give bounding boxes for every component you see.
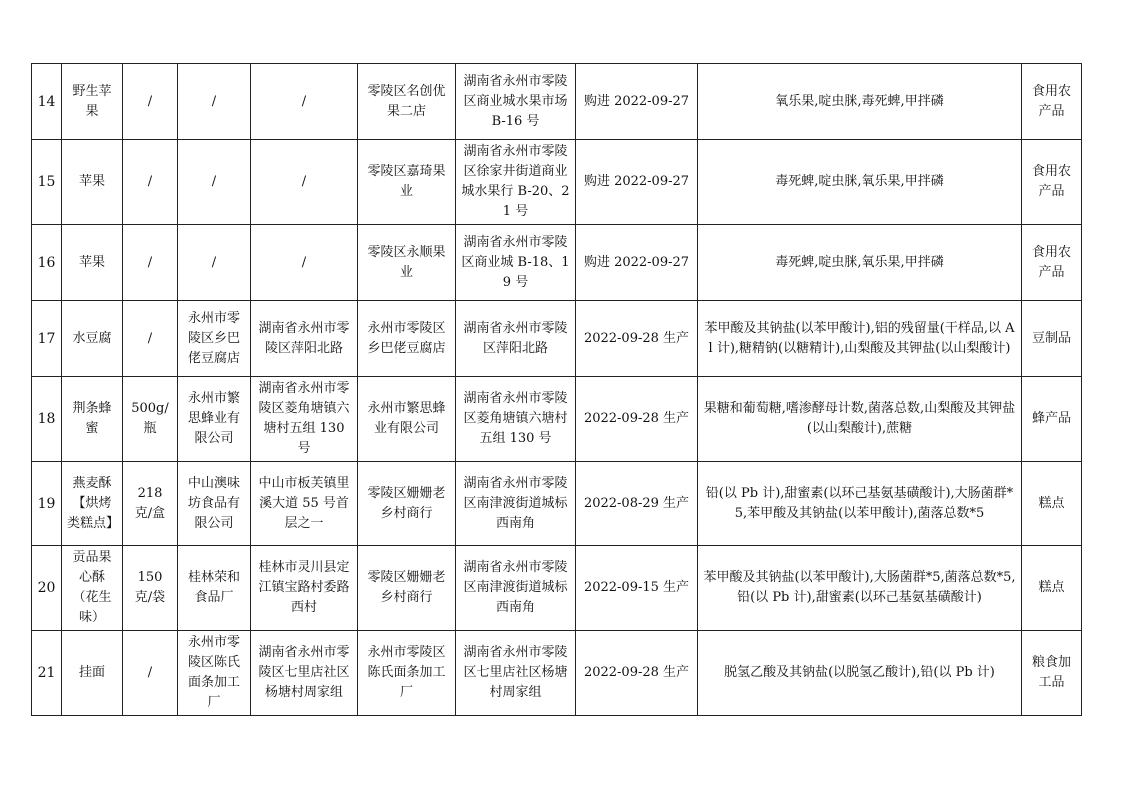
row-number: 18 [32,377,62,462]
row-number: 21 [32,631,62,716]
product-name: 苹果 [62,225,123,301]
seller-address: 湖南省永州市零陵区萍阳北路 [456,301,576,377]
producer-address: 湖南省永州市零陵区七里店社区杨塘村周家组 [251,631,358,716]
producer-name: 永州市繁思蜂业有限公司 [178,377,251,462]
product-spec: / [123,64,178,140]
food-category: 食用农产品 [1022,225,1082,301]
food-category: 糕点 [1022,546,1082,631]
production-date: 2022-09-28 生产 [576,631,698,716]
sampling-results-table [31,63,1082,716]
seller-address: 湖南省永州市零陵区南津渡街道城标西南角 [456,462,576,546]
table-row [32,140,1082,225]
producer-address: 湖南省永州市零陵区萍阳北路 [251,301,358,377]
inspection-items: 氧乐果,啶虫脒,毒死蜱,甲拌磷 [698,64,1022,140]
seller-address: 湖南省永州市零陵区徐家井街道商业城水果行 B-20、21 号 [456,140,576,225]
seller-name: 零陵区姗姗老乡村商行 [358,462,456,546]
product-spec: 150 克/袋 [123,546,178,631]
production-date: 2022-09-28 生产 [576,301,698,377]
inspection-items: 毒死蜱,啶虫脒,氧乐果,甲拌磷 [698,225,1022,301]
producer-address: / [251,225,358,301]
table-row [32,301,1082,377]
producer-name: / [178,64,251,140]
product-name: 燕麦酥【烘烤类糕点】 [62,462,123,546]
table-row [32,377,1082,462]
producer-address: 湖南省永州市零陵区菱角塘镇六塘村五组 130 号 [251,377,358,462]
seller-name: 永州市零陵区陈氏面条加工厂 [358,631,456,716]
producer-address: 桂林市灵川县定江镇宝路村委路西村 [251,546,358,631]
production-date: 购进 2022-09-27 [576,64,698,140]
inspection-items: 苯甲酸及其钠盐(以苯甲酸计),大肠菌群*5,菌落总数*5,铅(以 Pb 计),甜蜜素(以环己基氨基磺酸计) [698,546,1022,631]
table-row [32,462,1082,546]
food-category: 糕点 [1022,462,1082,546]
seller-address: 湖南省永州市零陵区南津渡街道城标西南角 [456,546,576,631]
production-date: 购进 2022-09-27 [576,140,698,225]
product-name: 挂面 [62,631,123,716]
product-name: 荆条蜂蜜 [62,377,123,462]
inspection-items: 果糖和葡萄糖,嗜渗酵母计数,菌落总数,山梨酸及其钾盐(以山梨酸计),蔗糖 [698,377,1022,462]
seller-name: 零陵区永顺果业 [358,225,456,301]
table-row [32,546,1082,631]
producer-name: 永州市零陵区乡巴佬豆腐店 [178,301,251,377]
row-number: 14 [32,64,62,140]
product-spec: 218 克/盒 [123,462,178,546]
food-category: 豆制品 [1022,301,1082,377]
product-spec: / [123,301,178,377]
product-name: 苹果 [62,140,123,225]
producer-name: / [178,225,251,301]
producer-name: 桂林荣和食品厂 [178,546,251,631]
inspection-items: 脱氢乙酸及其钠盐(以脱氢乙酸计),铅(以 Pb 计) [698,631,1022,716]
seller-name: 零陵区姗姗老乡村商行 [358,546,456,631]
product-name: 贡品果心酥（花生味） [62,546,123,631]
seller-address: 湖南省永州市零陵区菱角塘镇六塘村五组 130 号 [456,377,576,462]
food-category: 蜂产品 [1022,377,1082,462]
row-number: 16 [32,225,62,301]
food-category: 食用农产品 [1022,140,1082,225]
producer-name: 中山澳味坊食品有限公司 [178,462,251,546]
table-row [32,225,1082,301]
product-spec: / [123,225,178,301]
seller-address: 湖南省永州市零陵区商业城水果市场 B-16 号 [456,64,576,140]
seller-address: 湖南省永州市零陵区七里店社区杨塘村周家组 [456,631,576,716]
product-name: 水豆腐 [62,301,123,377]
producer-address: / [251,64,358,140]
production-date: 购进 2022-09-27 [576,225,698,301]
production-date: 2022-09-15 生产 [576,546,698,631]
seller-name: 零陵区名创优果二店 [358,64,456,140]
seller-name: 永州市零陵区乡巴佬豆腐店 [358,301,456,377]
food-category: 粮食加工品 [1022,631,1082,716]
product-spec: / [123,631,178,716]
seller-name: 零陵区嘉琦果业 [358,140,456,225]
product-spec: / [123,140,178,225]
producer-name: / [178,140,251,225]
row-number: 19 [32,462,62,546]
production-date: 2022-09-28 生产 [576,377,698,462]
producer-address: / [251,140,358,225]
seller-name: 永州市繁思蜂业有限公司 [358,377,456,462]
table-row [32,64,1082,140]
product-spec: 500g/瓶 [123,377,178,462]
producer-address: 中山市板芙镇里溪大道 55 号首层之一 [251,462,358,546]
producer-name: 永州市零陵区陈氏面条加工厂 [178,631,251,716]
product-name: 野生苹果 [62,64,123,140]
inspection-items: 铅(以 Pb 计),甜蜜素(以环己基氨基磺酸计),大肠菌群*5,苯甲酸及其钠盐(以苯甲酸计),菌落总数*5 [698,462,1022,546]
production-date: 2022-08-29 生产 [576,462,698,546]
inspection-items: 毒死蜱,啶虫脒,氧乐果,甲拌磷 [698,140,1022,225]
row-number: 20 [32,546,62,631]
food-category: 食用农产品 [1022,64,1082,140]
row-number: 17 [32,301,62,377]
table-row [32,631,1082,716]
row-number: 15 [32,140,62,225]
inspection-items: 苯甲酸及其钠盐(以苯甲酸计),铝的残留量(干样品,以 Al 计),糖精钠(以糖精计),山梨酸及其钾盐(以山梨酸计) [698,301,1022,377]
seller-address: 湖南省永州市零陵区商业城 B-18、19 号 [456,225,576,301]
